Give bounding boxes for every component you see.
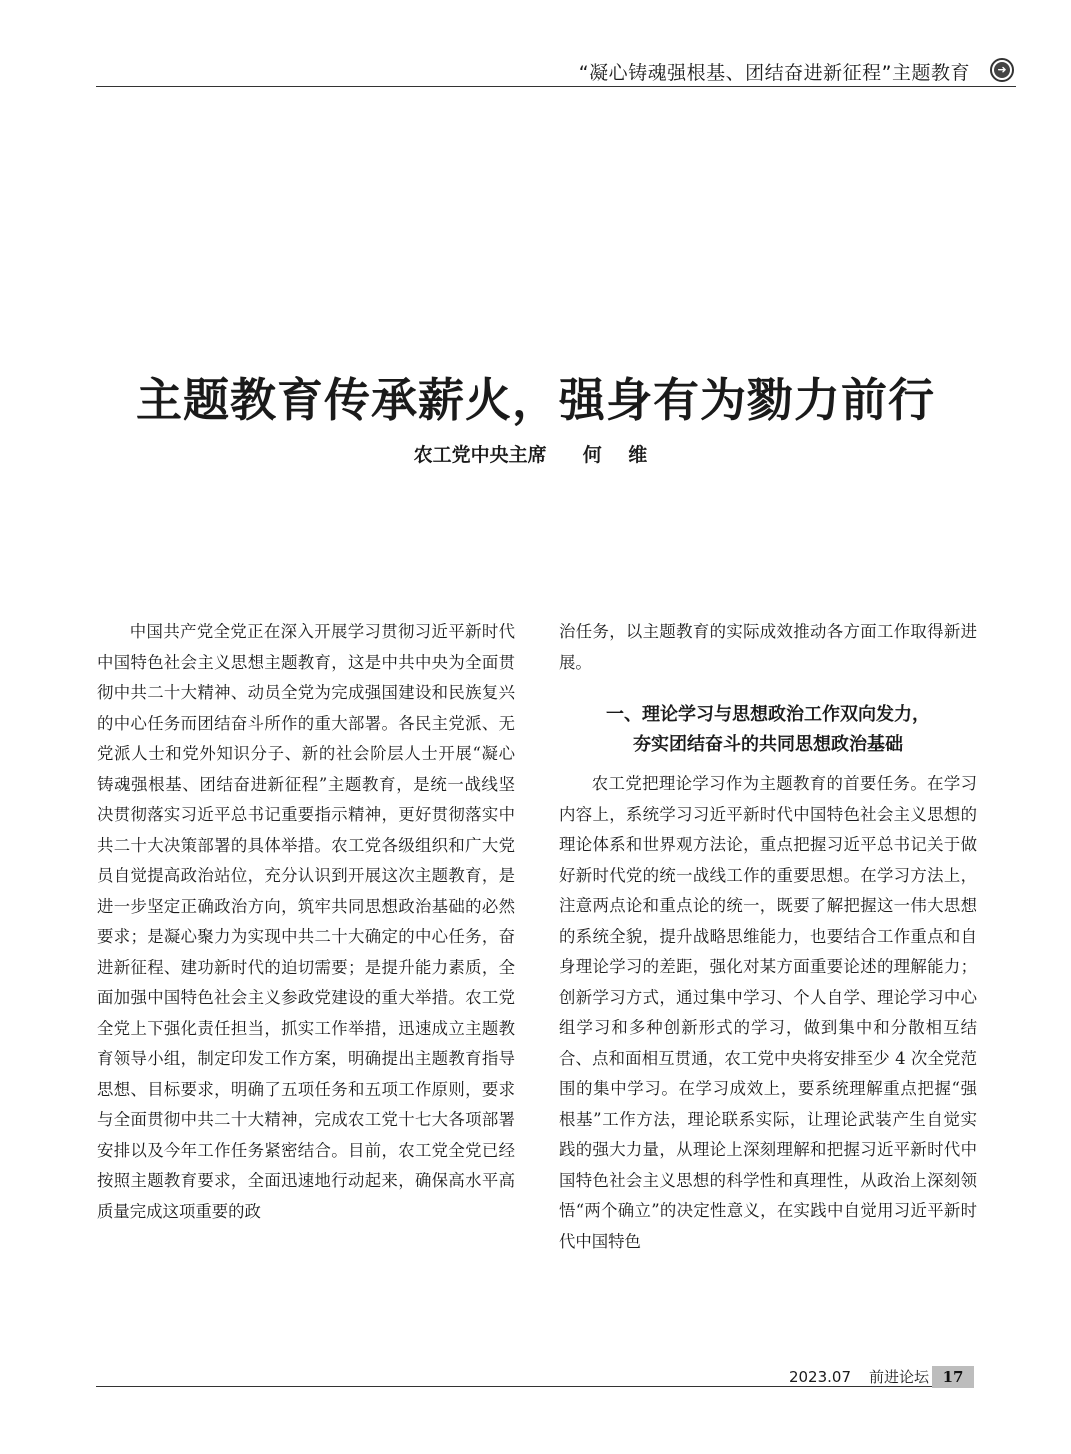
footer-date: 2023.07 (788, 1368, 851, 1386)
footer-publication: 前进论坛 (868, 1368, 929, 1386)
byline (0, 440, 1071, 467)
author-role: 农工党中央主席 (413, 444, 547, 466)
right-column (559, 617, 977, 1257)
article-title: 主题教育传承薪火，强身有为勠力前行 (136, 373, 935, 427)
footer-info (771, 1366, 929, 1387)
body-paragraph-continuation: 治任务，以主题教育的实际成效推动各方面工作取得新进展。 (559, 622, 977, 672)
section-heading-line-1: 一、理论学习与思想政治工作双向发力， (606, 704, 930, 725)
body-paragraph: 中国共产党全党正在深入开展学习贯彻习近平新时代中国特色社会主义思想主题教育，这是中共中央为全面贯彻中共二十大精神、动员全党为完成强国建设和民族复兴的中心任务而团结奋斗所作的重大部署。各民主党派、无党派人士和党外知识分子、新的社会阶层人士开展“凝心铸魂强根基、团结奋进新征程”主题教育，是统一战线坚决贯彻落实习近平总书记重要指示精神，更好贯彻落实中共二十大决策部署的具体举措。农工党各级组织和广大党员自觉提高政治站位，充分认识到开展这次主题教育，是进一步坚定正确政治方向，筑牢共同思想政治基础的必然要求；是凝心聚力为实现中共二十大确定的中心任务，奋进新征程、建功新时代的迫切需要；是提升能力素质，全面加强中国特色社会主义参政党建设的重大举措。农工党全党上下强化责任担当，抓实工作举措，迅速成立主题教育领导小组，制定印发工作方案，明确提出主题教育指导思想、目标要求，明确了五项任务和五项工作原则，要求与全面贯彻中共二十大精神，完成农工党十七大各项部署安排以及今年工作任务紧密结合。目前，农工党全党已经按照主题教育要求，全面迅速地行动起来，确保高水平高质量完成这项重要的政 (97, 622, 515, 1221)
section-heading-line-2: 夯实团结奋斗的共同思想政治基础 (633, 734, 903, 755)
left-column (97, 617, 515, 1227)
running-header (96, 56, 1016, 87)
header-title: “凝心铸魂强根基、团结奋进新征程”主题教育 (578, 62, 970, 84)
section-heading (559, 700, 977, 760)
page-number: 17 (932, 1366, 974, 1388)
arrow-glyph-icon: ➜ (994, 62, 1010, 78)
circle-arrow-icon (990, 58, 1014, 82)
body-paragraph: 农工党把理论学习作为主题教育的首要任务。在学习内容上，系统学习习近平新时代中国特色社会主义思想的理论体系和世界观方法论，重点把握习近平总书记关于做好新时代党的统一战线工作的重要思想。在学习方法上，注意两点论和重点论的统一，既要了解把握这一伟大思想的系统全貌，提升战略思维能力，也要结合工作重点和自身理论学习的差距，强化对某方面重要论述的理解能力；创新学习方式，通过集中学习、个人自学、理论学习中心组学习和多种创新形式的学习，做到集中和分散相互结合、点和面相互贯通，农工党中央将安排至少 4 次全党范围的集中学习。在学习成效上，要系统理解重点把握“强根基”工作方法，理论联系实际，让理论武装产生自觉实践的强大力量，从理论上深刻理解和把握习近平新时代中国特色社会主义思想的科学性和真理性，从政治上深刻领悟“两个确立”的决定性意义，在实践中自觉用习近平新时代中国特色 (559, 774, 977, 1251)
author-name: 何 维 (582, 444, 658, 466)
